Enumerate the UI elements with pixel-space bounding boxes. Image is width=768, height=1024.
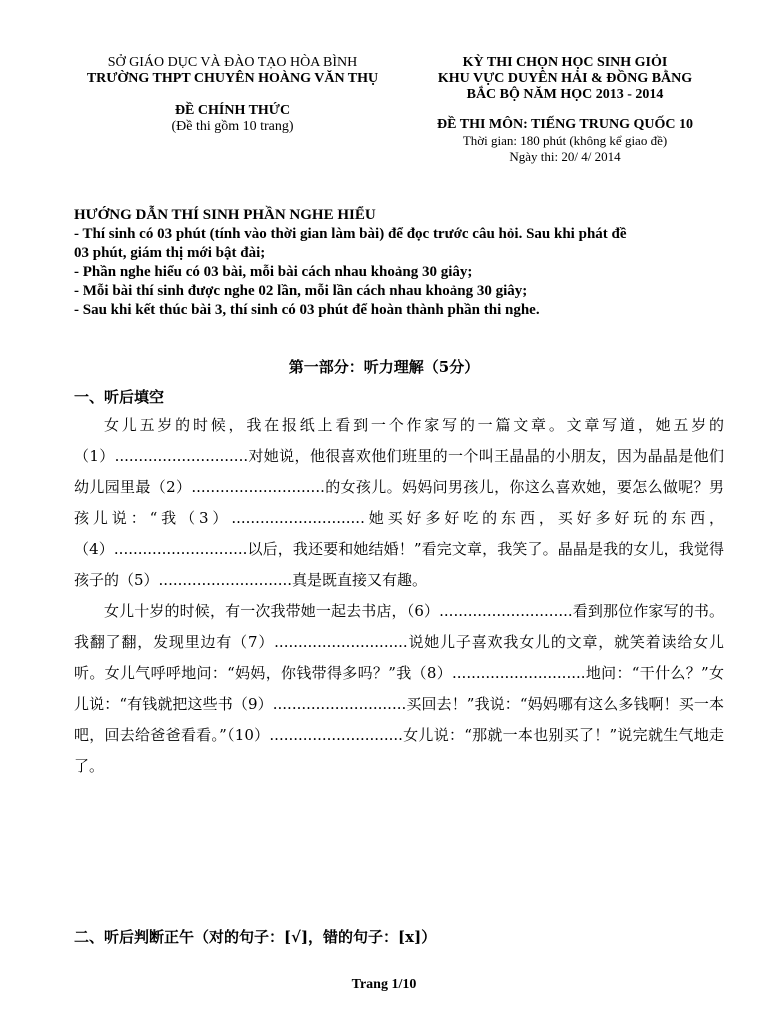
listening-guide bbox=[74, 206, 724, 320]
exam-subject: ĐỀ THI MÔN: TIẾNG TRUNG QUỐC 10 bbox=[437, 117, 693, 132]
exam-name: KỲ THI CHỌN HỌC SINH GIỎI bbox=[462, 55, 668, 70]
guide-title: HƯỚNG DẪN THÍ SINH PHẦN NGHE HIỂU bbox=[74, 207, 376, 223]
section2-title: 二、听后判断正午（对的句子：[√]，错的句子：[x]） bbox=[74, 928, 437, 946]
header-left bbox=[60, 55, 405, 135]
guide-line: - Phần nghe hiểu có 03 bài, mỗi bài cách nhau khoảng 30 giây; bbox=[74, 264, 473, 280]
exam-duration: Thời gian: 180 phút (không kể giao đề) bbox=[462, 133, 668, 148]
department-name: SỞ GIÁO DỤC VÀ ĐÀO TẠO HÒA BÌNH bbox=[107, 55, 358, 70]
header-right bbox=[405, 55, 725, 165]
page-count-note: (Đề thi gồm 10 trang) bbox=[171, 119, 294, 134]
exam-region: KHU VỰC DUYÊN HẢI & ĐỒNG BẰNG bbox=[437, 71, 693, 86]
section1-title: 一、听后填空 bbox=[74, 388, 165, 406]
guide-line: - Thí sinh có 03 phút (tính vào thời gian làm bài) để đọc trước câu hỏi. Sau khi phát đề bbox=[74, 226, 627, 242]
passage bbox=[74, 410, 724, 782]
passage-paragraph: 女儿十岁的时候，有一次我带她一起去书店，（6）............................看到那位作家写的书。我翻了翻，发现里边有（7）............................说她儿子喜欢我女儿的文章，就笑着读给女儿听。女儿气呼呼地问：“妈妈，你钱带得多吗？”我（8）............................地问：“干什么？”女儿说：“有钱就把这些书（9）............................买回去！”我说：“妈妈哪有这么多钱啊！买一本吧，回去给爸爸看看。”（10）............................女儿说：“那就一本也别买了！”说完就生气地走了。 bbox=[74, 602, 724, 775]
school-name: TRƯỜNG THPT CHUYÊN HOÀNG VĂN THỤ bbox=[86, 71, 379, 86]
passage-paragraph: 女儿五岁的时候，我在报纸上看到一个作家写的一篇文章。文章写道，她五岁的（1）............................对她说，他很喜欢他们班里的一个叫王晶晶的小朋友，因为晶晶是他们幼儿园里最（2）............................的女孩儿。妈妈问男孩儿，你这么喜欢她，要怎么做呢？男孩儿说：“我（3）............................她买好多好吃的东西，买好多好玩的东西，（4）............................以后，我还要和她结婚！”看完文章，我笑了。晶晶是我的女儿，我觉得孩子的（5）............................真是既直接又有趣。 bbox=[74, 416, 724, 589]
guide-line: - Sau khi kết thúc bài 3, thí sinh có 03 phút để hoàn thành phần thi nghe. bbox=[74, 302, 540, 318]
exam-year: BẮC BỘ NĂM HỌC 2013 - 2014 bbox=[466, 87, 664, 102]
guide-line: 03 phút, giám thị mới bật đài; bbox=[74, 245, 266, 261]
part-title: 第一部分：听力理解（5分） bbox=[288, 358, 480, 376]
exam-date: Ngày thi: 20/ 4/ 2014 bbox=[509, 149, 621, 164]
guide-line: - Mỗi bài thí sinh được nghe 02 lần, mỗi lần cách nhau khoảng 30 giây; bbox=[74, 283, 528, 299]
page-number: Trang 1/10 bbox=[351, 977, 417, 992]
official-exam-label: ĐỀ CHÍNH THỨC bbox=[174, 103, 291, 118]
